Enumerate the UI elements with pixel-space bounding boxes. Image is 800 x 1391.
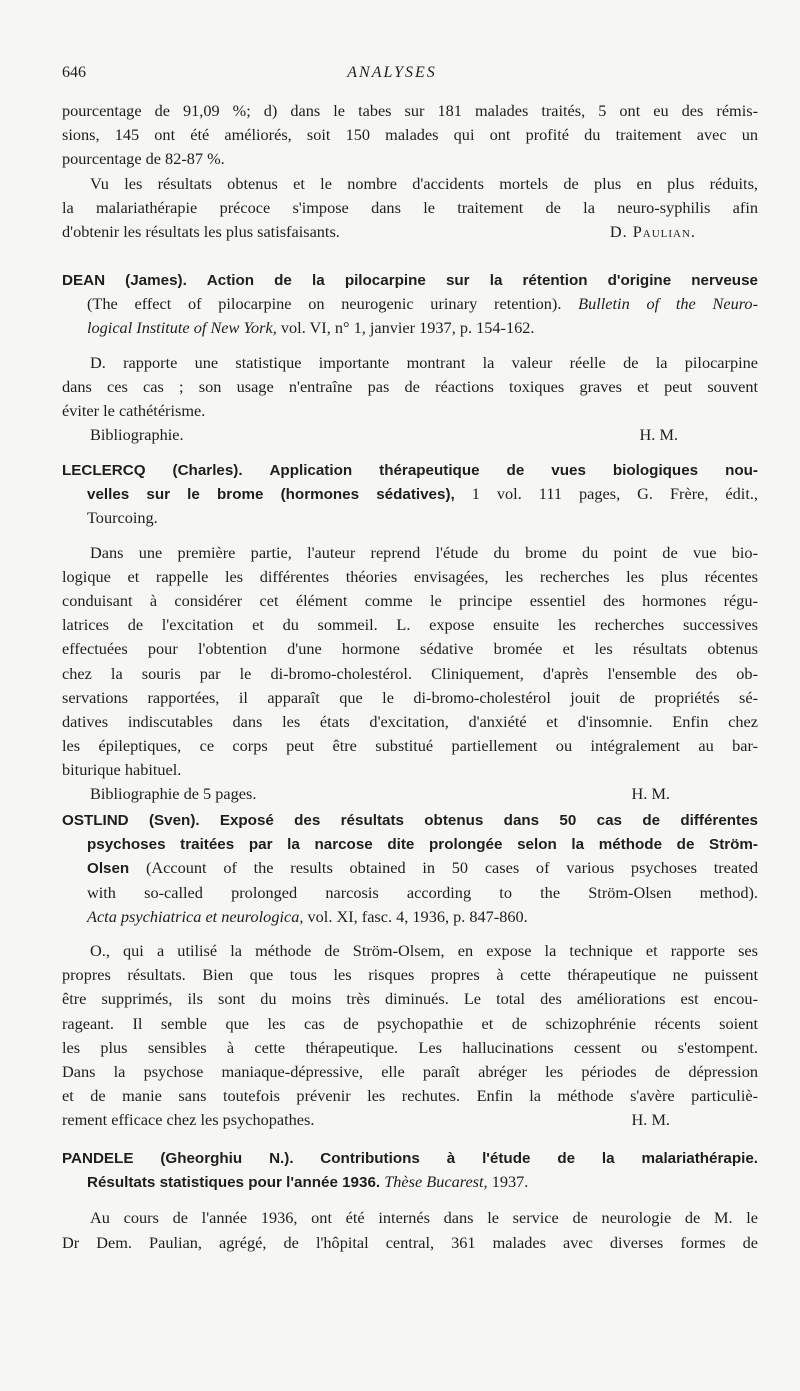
entry-author: LECLERCQ (Charles). bbox=[62, 462, 243, 479]
entry-ostlind bbox=[62, 808, 758, 1132]
page-header bbox=[62, 64, 762, 86]
text-line: les plus sensibles à cette thérapeutique. Les hallucinations cessent ou s'estompent. bbox=[62, 1037, 758, 1057]
entry-title: Résultats statistiques pour l'année 1936. bbox=[87, 1174, 381, 1192]
thesis-reference: Thèse Bucarest, bbox=[384, 1172, 488, 1192]
entry-heading bbox=[62, 458, 758, 482]
text-line: servations rapportées, il apparaît que le di-bromo-cholestérol jouit de propriétés sé- bbox=[62, 687, 758, 707]
journal-name: logical Institute of New York, bbox=[87, 318, 277, 338]
signature: H. M. bbox=[631, 1110, 670, 1130]
entry-body bbox=[62, 939, 758, 1108]
entry-reference bbox=[62, 905, 758, 929]
entry-heading bbox=[62, 832, 758, 856]
reference-text: Tourcoing. bbox=[87, 508, 158, 528]
text-line: et de manie sans toutefois prévenir les rechutes. Enfin la méthode s'avère particuliè- bbox=[62, 1086, 758, 1106]
text-line: effectuées pour l'obtention d'une hormone sédative bromée et les résultats obtenus bbox=[62, 639, 758, 659]
text-line: O., qui a utilisé la méthode de Ström-Olsem, en expose la technique et rapporte ses bbox=[90, 940, 758, 960]
text-line: être supprimés, ils sont du moins très diminués. Le total des améliorations est encou- bbox=[62, 989, 758, 1009]
reference-text: (The effect of pilocarpine on neurogenic urinary retention). bbox=[87, 294, 562, 314]
text-line: D. rapporte une statistique importante montrant la valeur réelle de la pilocarpine bbox=[90, 352, 758, 372]
text-line: Vu les résultats obtenus et le nombre d'accidents mortels de plus en plus réduits, bbox=[90, 173, 758, 193]
text-line: Dans la psychose maniaque-dépressive, elle paraît abréger les périodes de dépression bbox=[62, 1061, 758, 1081]
text-line: éviter le cathétérisme. bbox=[62, 400, 206, 420]
text-line: dans ces cas ; son usage n'entraîne pas de réactions toxiques graves et peut souvent bbox=[62, 376, 758, 396]
entry-author: OSTLIND (Sven). bbox=[62, 812, 200, 829]
text-line: latrices de l'excitation et du sommeil. L. expose ensuite les recherches successives bbox=[62, 615, 758, 635]
entry-title: velles sur le brome (hormones sédatives), bbox=[87, 486, 455, 504]
entry-heading bbox=[62, 268, 758, 292]
text-line: conduisant à considérer cet élément comme le principe essentiel des hormones régu- bbox=[62, 590, 758, 610]
signature: D. Paulian. bbox=[609, 221, 696, 241]
text-line: datives indiscutables dans les états d'excitation, d'anxiété et d'insomnie. Enfin chez bbox=[62, 711, 758, 731]
intro-paragraph bbox=[62, 99, 758, 244]
entry-leclercq bbox=[62, 458, 758, 807]
entry-heading bbox=[62, 808, 758, 832]
entry-title: psychoses traitées par la narcose dite prolongée selon la méthode de Ström- bbox=[87, 836, 758, 854]
text-line: rement efficace chez les psychopathes. bbox=[62, 1110, 315, 1130]
entry-title: Contributions à l'étude de la malariathérapie. bbox=[320, 1150, 758, 1167]
text-line: d'obtenir les résultats les plus satisfaisants. bbox=[62, 221, 340, 241]
entry-body bbox=[62, 541, 758, 783]
text-line: rageant. Il semble que les cas de psychopathie et de schizophrénie récents soient bbox=[62, 1013, 758, 1033]
text-line: pourcentage de 82-87 %. bbox=[62, 149, 225, 169]
text-line: sions, 145 ont été améliorés, soit 150 malades qui ont profité du traitement avec un bbox=[62, 125, 758, 145]
entry-reference bbox=[62, 292, 758, 316]
reference-text: with so-called prolonged narcosis according to the Ström-Olsen method). bbox=[87, 882, 758, 902]
entry-heading bbox=[62, 1146, 758, 1170]
entry-reference bbox=[62, 316, 758, 340]
entry-title: Action de la pilocarpine sur la rétention d'origine nerveuse bbox=[206, 272, 758, 289]
text-line: Au cours de l'année 1936, ont été internés dans le service de neurologie de M. le bbox=[90, 1208, 758, 1228]
bibliography-line bbox=[62, 782, 758, 806]
reference-text: 1 vol. 111 pages, G. Frère, édit., bbox=[471, 484, 758, 504]
reference-text: vol. VI, n° 1, janvier 1937, p. 154-162. bbox=[280, 318, 535, 338]
text-line-with-signature bbox=[62, 220, 758, 244]
page-number: 646 bbox=[62, 64, 86, 81]
entry-pandele bbox=[62, 1146, 758, 1255]
text-line: Dr Dem. Paulian, agrégé, de l'hôpital central, 361 malades avec diverses formes de bbox=[62, 1232, 758, 1252]
text-line: chez la souris par le di-bromo-cholestérol. Cliniquement, d'après l'ensemble des ob- bbox=[62, 663, 758, 683]
text-line: logique et rappelle les différentes théories envisagées, les recherches les plus récentes bbox=[62, 566, 758, 586]
bibliography: Bibliographie de 5 pages. bbox=[90, 784, 257, 804]
entry-dean bbox=[62, 268, 758, 447]
journal-name: Acta psychiatrica et neurologica, bbox=[87, 906, 304, 926]
bibliography-line bbox=[62, 423, 758, 447]
text-line: la malariathérapie précoce s'impose dans le traitement de la neuro-syphilis afin bbox=[62, 197, 758, 217]
entry-title: Application thérapeutique de vues biologiques nou- bbox=[269, 462, 758, 479]
text-line: propres résultats. Bien que tous les risques propres à cette thérapeutique ne puissent bbox=[62, 965, 758, 985]
text-line: pourcentage de 91,09 %; d) dans le tabes sur 181 malades traités, 5 ont eu des rémis- bbox=[62, 101, 758, 120]
text-line: les épileptiques, ce corps peut être substitué partiellement ou intégralement au bar- bbox=[62, 736, 758, 756]
reference-text: (Account of the results obtained in 50 cases of various psychoses treated bbox=[145, 858, 758, 878]
running-title: ANALYSES bbox=[347, 64, 437, 81]
entry-heading bbox=[62, 856, 758, 880]
text-line: Dans une première partie, l'auteur reprend l'étude du brome du point de vue bio- bbox=[90, 542, 758, 562]
entry-author: DEAN (James). bbox=[62, 272, 187, 289]
entry-title: Olsen bbox=[87, 860, 130, 878]
text-line: biturique habituel. bbox=[62, 760, 182, 780]
entry-title: Exposé des résultats obtenus dans 50 cas de différentes bbox=[219, 812, 759, 829]
entry-author: PANDELE (Gheorghiu N.). bbox=[62, 1150, 294, 1167]
signature: H. M. bbox=[639, 425, 678, 445]
year: 1937. bbox=[491, 1172, 529, 1192]
reference-text: vol. XI, fasc. 4, 1936, p. 847-860. bbox=[307, 906, 528, 926]
text-line-with-signature bbox=[62, 1108, 758, 1132]
entry-heading bbox=[62, 482, 758, 506]
bibliography: Bibliographie. bbox=[90, 425, 184, 445]
signature: H. M. bbox=[631, 784, 670, 804]
entry-heading bbox=[62, 1170, 758, 1194]
journal-name: Bulletin of the Neuro- bbox=[578, 294, 758, 314]
